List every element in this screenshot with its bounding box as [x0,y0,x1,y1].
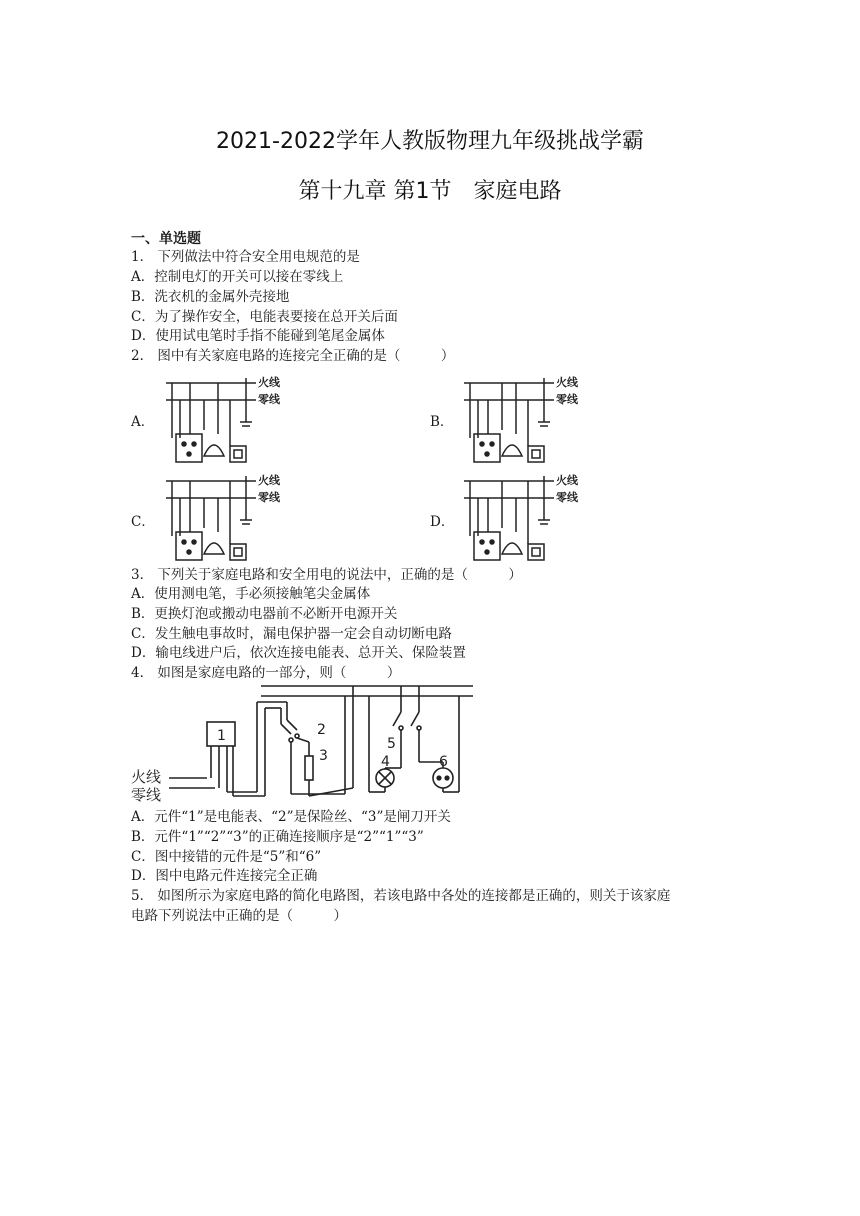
q2-b-live-label: 火线 [556,376,578,389]
q1-stem: 1． 下列做法中符合安全用电规范的是 [131,249,360,265]
q2-c-live-label: 火线 [258,474,280,487]
q4-option-d: D．图中电路元件连接完全正确 [131,868,318,884]
page-title: 2021-2022学年人教版物理九年级挑战学霸 [216,129,644,154]
q2-label-d: D． [430,514,455,530]
q4-label-2: 2 [317,722,326,738]
q3-option-b: B．更换灯泡或搬动电器前不必断开电源开关 [131,606,398,622]
q4-label-3: 3 [319,748,328,764]
q2-circuit-c [164,470,289,566]
q4-option-a: A．元件“1”是电能表、“2”是保险丝、“3”是闸刀开关 [131,809,451,825]
q2-label-b: B． [430,414,454,430]
q1-option-a: A．控制电灯的开关可以接在零线上 [131,269,344,285]
q2-c-neutral-label: 零线 [258,491,280,504]
q5-stem-line1: 5． 如图所示为家庭电路的简化电路图，若该电路中各处的连接都是正确的，则关于该家庭 [131,888,671,904]
q1-option-d: D．使用试电笔时手指不能碰到笔尾金属体 [131,328,385,344]
q2-stem: 2． 图中有关家庭电路的连接完全正确的是（ ） [131,348,455,364]
q1-option-c: C．为了操作安全，电能表要接在总开关后面 [131,309,398,325]
q2-circuit-d [462,470,587,566]
q4-stem: 4． 如图是家庭电路的一部分，则（ ） [131,665,401,681]
q2-d-live-label: 火线 [556,474,578,487]
q2-d-neutral-label: 零线 [556,491,578,504]
chapter-title: 第十九章 第1节 家庭电路 [298,179,562,204]
q2-a-neutral-label: 零线 [258,393,280,406]
q3-option-c: C．发生触电事故时，漏电保护器一定会自动切断电路 [131,626,452,642]
q4-label-1: 1 [217,728,226,744]
q4-neutral-label: 零线 [131,786,162,804]
q1-option-b: B．洗衣机的金属外壳接地 [131,289,290,305]
q2-label-c: C． [131,514,155,530]
q4-option-c: C．图中接错的元件是“5”和“6” [131,849,322,865]
q4-circuit-figure [131,682,476,804]
q3-option-d: D．输电线进户后，依次连接电能表、总开关、保险装置 [131,645,466,661]
q2-circuit-b [462,372,587,468]
q3-option-a: A．使用测电笔，手必须接触笔尖金属体 [131,586,371,602]
q5-stem-line2: 电路下列说法中正确的是（ ） [131,908,347,924]
q2-circuit-a [164,372,289,468]
q2-b-neutral-label: 零线 [556,393,578,406]
q2-a-live-label: 火线 [258,376,280,389]
q2-label-a: A． [131,414,155,430]
q4-label-4: 4 [381,754,390,770]
q4-live-label: 火线 [131,768,162,786]
q4-option-b: B．元件“1”“2”“3”的正确连接顺序是“2”“1”“3” [131,829,424,845]
section-heading: 一、单选题 [131,231,201,247]
q4-label-5: 5 [387,736,396,752]
q3-stem: 3． 下列关于家庭电路和安全用电的说法中，正确的是（ ） [131,567,522,583]
q4-label-6: 6 [439,754,448,770]
